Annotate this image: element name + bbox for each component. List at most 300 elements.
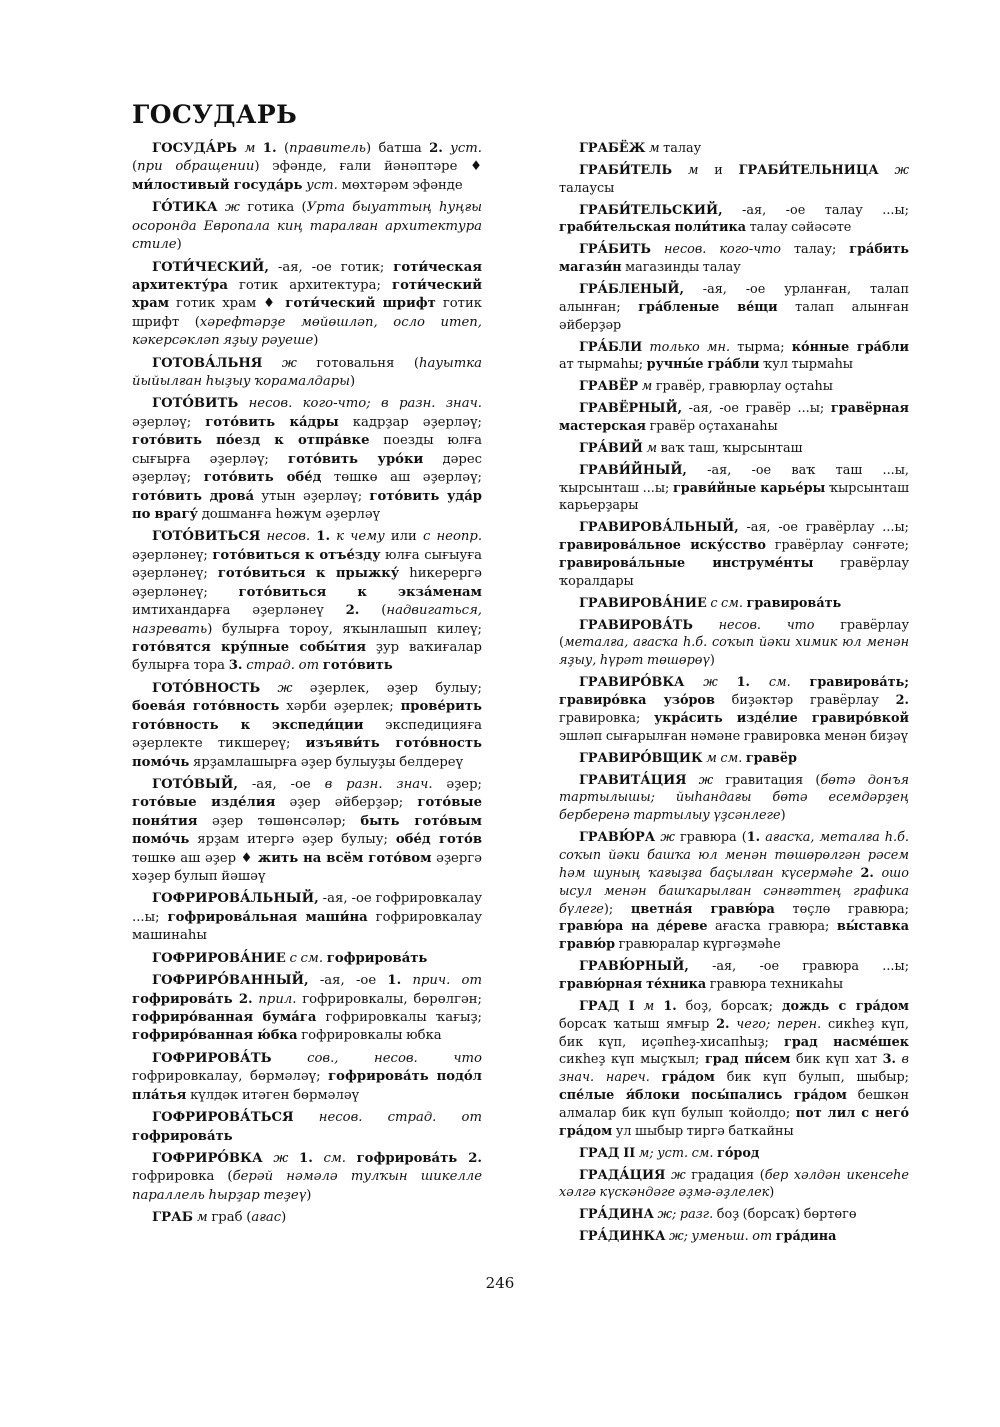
headword: ГОФРИРОВА́ТЬ <box>152 1050 272 1066</box>
translation-text: ) <box>281 1210 287 1226</box>
phrase: гравирова́льное иску́сство <box>559 538 766 554</box>
headword: ГОТО́ВЫЙ, <box>152 776 238 792</box>
translation-text: бик күп булып, шыбыр; <box>714 1070 909 1086</box>
translation-text: экспедицияға әҙерлекте тикшереү; <box>132 717 482 752</box>
phrase: 2. <box>860 865 874 881</box>
translation-text: гравировка; <box>559 710 655 726</box>
dictionary-entry <box>559 462 909 516</box>
translation-text: -ая, -ое талау ...ы; <box>722 202 909 218</box>
phrase: 1. <box>316 529 331 545</box>
translation-text <box>260 681 277 696</box>
grammar-note: ағас <box>251 1210 282 1226</box>
phrase: го́род <box>717 1145 760 1161</box>
dictionary-entry <box>559 829 909 954</box>
phrase: гофрирова́ть подо́л пла́тья <box>132 1069 482 1103</box>
dictionary-entry <box>559 595 909 613</box>
translation-text: утын әҙерләү; <box>254 488 370 504</box>
phrase: граби́тельская поли́тика <box>559 220 746 236</box>
grammar-note: ж <box>281 355 297 371</box>
dictionary-entry <box>132 890 482 945</box>
translation-text: ) эфәнде, ғали йәнәптәре ♦ <box>254 159 482 175</box>
headword: ГО́ТИКА <box>152 200 218 216</box>
phrase: гра́бить магази́н <box>559 242 909 276</box>
dictionary-entry <box>132 972 482 1046</box>
translation-text: ярҙам итергә әҙер булыу; <box>189 832 396 848</box>
translation-text: ( <box>359 603 387 619</box>
translation-text: и <box>698 162 739 178</box>
grammar-note: ж <box>703 675 718 691</box>
translation-text: -ая, -ое урланған, талап алынған; <box>559 282 909 315</box>
dictionary-entry <box>132 1109 482 1146</box>
phrase: 2. <box>716 1016 730 1032</box>
headword: ГРА́БИТЬ <box>579 242 651 258</box>
translation-text <box>288 1151 299 1166</box>
phrase: 1. <box>387 973 402 989</box>
translation-text: эшләп сығарылған нәмәне гравировка менән биҙәү <box>559 728 908 744</box>
grammar-note: м <box>643 998 655 1014</box>
phrase: гофрирова́ть <box>132 1128 233 1144</box>
grammar-note: прил. <box>258 991 297 1007</box>
phrase: гофрирова́ть <box>326 950 428 966</box>
headword: ГОТО́ВИТЬСЯ <box>152 529 261 545</box>
translation-text: магазинды талау <box>621 260 741 276</box>
translation-text: -ая, -ое гравёрлау ...ы; <box>738 520 909 536</box>
translation-text: гравюра техникаһы <box>706 976 844 992</box>
headword: ГРА́БЛИ <box>579 339 643 355</box>
phrase: гото́вить <box>322 658 393 674</box>
phrase: грави́йные карье́ры <box>672 480 826 496</box>
dictionary-entry <box>559 202 909 238</box>
phrase: гравю́ра на де́реве <box>559 919 708 935</box>
translation-text: поезды юлға сығырға әҙерләү; <box>132 433 482 467</box>
translation-text: төшкө аш әҙер ♦ <box>132 850 258 866</box>
phrase: гофриро́ванная ю́бка <box>132 1028 298 1044</box>
translation-text: әҙерләнеү; <box>132 547 213 563</box>
translation-text <box>791 675 810 690</box>
grammar-note: к чему <box>336 529 385 545</box>
translation-text: ) <box>176 237 182 253</box>
translation-text: гофрировка ( <box>132 1169 233 1185</box>
translation-text: талап алынған әйберҙәр <box>559 299 910 333</box>
grammar-note: ж <box>273 1150 289 1166</box>
translation-text: гравёрлау ҡоралдары <box>559 556 909 589</box>
headword: ГРАВЮ́РА <box>579 830 656 846</box>
headword: ГРАВЁР <box>579 379 639 395</box>
grammar-note: несов. что <box>718 617 815 633</box>
headword: ГРАВИТА́ЦИЯ <box>579 772 687 788</box>
dictionary-entry <box>559 1145 909 1163</box>
grammar-note: хәрефтәрҙе мөйөшләп, осло итеп, кәкерсәкләп яҙыу рәуеше <box>132 314 482 349</box>
dictionary-entry <box>559 1228 909 1246</box>
phrase: 1. <box>299 1150 313 1166</box>
headword: ГРАД I <box>579 998 635 1014</box>
translation-text: ) <box>306 1187 312 1203</box>
translation-text: ҙур ваҡиғалар булырға тора <box>132 639 482 674</box>
phrase: готи́ческий храм <box>132 277 482 312</box>
phrase: 1. <box>746 830 761 846</box>
phrase: гравирова́льные инструме́нты <box>559 556 814 572</box>
phrase: гравёрная мастерская <box>559 401 909 435</box>
grammar-note: несов. страд. от <box>318 1110 482 1126</box>
grammar-note: ж; уменьш. от <box>669 1229 773 1245</box>
translation-text: ағасҡа гравюра; <box>707 919 837 935</box>
phrase: гра́бленые ве́щи <box>638 299 778 315</box>
grammar-note: несов. <box>266 529 311 545</box>
grammar-note: металға, ағасҡа һ.б. соҡып йәки химик юл менән яҙыу, һүрәт төшөрөү <box>559 635 909 669</box>
translation-text: ) <box>709 653 715 669</box>
dictionary-entry <box>559 998 909 1141</box>
grammar-note: берәй нәмәлә тулҡын шикелле параллель һырҙар теҙеү <box>132 1169 482 1203</box>
phrase: готи́ческая архитекту́ра <box>132 259 482 293</box>
translation-text: әҙер төшөнсәләр; <box>197 813 361 829</box>
headword: ГРАВЮ́РНЫЙ, <box>579 959 689 975</box>
phrase: пот лил с него́ гра́дом <box>559 1105 909 1139</box>
phrase: 1. <box>736 675 750 691</box>
translation-text: гравёр оҫтаханаһы <box>646 419 778 435</box>
grammar-note: при обращении <box>137 159 255 175</box>
grammar-note: м <box>244 141 256 156</box>
phrase: 2. <box>345 603 360 619</box>
dictionary-entry <box>559 241 909 277</box>
page-title: ГОСУДАРЬ <box>132 100 298 129</box>
translation-text: -ая, -ое готик; <box>268 259 394 275</box>
grammar-note: в знач. нареч. <box>559 1052 909 1086</box>
grammar-note: м; уст. см. <box>638 1145 714 1161</box>
phrase: 2. <box>429 141 443 156</box>
translation-text: гофрировкалау, бөрмәләү; <box>132 1069 329 1085</box>
translation-text: төҫлө гравюра; <box>774 901 909 917</box>
headword: ГРАВИРО́ВКА <box>579 675 685 691</box>
headword: ГОТИ́ЧЕСКИЙ, <box>152 259 269 275</box>
dictionary-entry <box>559 440 909 458</box>
grammar-note: в разн. знач. <box>324 776 433 792</box>
phrase: гото́вить уро́ки <box>288 451 424 467</box>
dictionary-entry <box>132 1050 482 1105</box>
dictionary-entry <box>132 528 482 675</box>
grammar-note: бөтә донъя тартылышы; йыһандағы бөтә есемдәрҙең берберенә тартылыу үҙсәнлеге <box>559 772 909 824</box>
translation-text: әҙерләү; <box>132 414 206 430</box>
phrase: укра́сить изде́лие гравиро́вкой <box>654 710 910 726</box>
translation-text <box>401 973 412 988</box>
headword: ГРАВИРОВА́НИЕ <box>579 595 707 611</box>
phrase: гравёр <box>745 750 797 766</box>
translation-text: сикһеҙ күп, бик күп, иҫәпһеҙ-хисапһыҙ; <box>559 1016 909 1050</box>
translation-text: боҙ (борсаҡ) бөртөгө <box>713 1207 857 1223</box>
translation-text: ярҙамлашырға әҙер булыуҙы белдереү <box>189 754 464 770</box>
translation-text <box>650 1070 662 1085</box>
phrase: ко́нные гра́бли <box>791 339 909 355</box>
dictionary-entry <box>132 950 482 968</box>
translation-text: әҙерлек, әҙер булыу; <box>292 680 482 696</box>
dictionary-entry <box>559 140 909 158</box>
translation-text: юлға сығыуға әҙерләнеү; <box>132 547 482 582</box>
translation-text: -ая, -ое <box>237 776 325 792</box>
phrase: ми́лостивый госуда́рь <box>132 177 303 193</box>
translation-text: әҙер әйберҙәр; <box>275 795 418 811</box>
headword: ГОФРИРОВА́ЛЬНЫЙ, <box>152 891 319 907</box>
headword: ГРАБИ́ТЕЛЬ <box>579 162 673 178</box>
page-number: 246 <box>485 1274 515 1292</box>
translation-text: гравюра ( <box>674 830 747 846</box>
phrase: ГРАБИ́ТЕЛЬНИЦА <box>738 162 879 178</box>
headword: ГРА́БЛЕНЫЙ, <box>579 282 684 298</box>
dictionary-entry <box>559 1206 909 1224</box>
dictionary-entry <box>559 772 909 826</box>
headword: ГОФРИРО́ВАННЫЙ, <box>152 973 309 989</box>
grammar-note: ошо ысул менән башҡарылған сәнғәттең графика бүлеге <box>559 865 909 917</box>
translation-text <box>686 773 698 788</box>
dictionary-entry <box>559 1167 909 1203</box>
translation-text: бешкән алмалар бик күп булып ҡойолдо; <box>559 1088 910 1121</box>
grammar-note: м <box>687 162 699 178</box>
grammar-note: с см. <box>710 595 743 611</box>
grammar-note: ж; разг. <box>657 1207 714 1223</box>
translation-text <box>346 1151 357 1166</box>
headword: ГРАБИ́ТЕЛЬСКИЙ, <box>579 202 723 218</box>
translation-text: гофрировкалы ҡағыҙ; <box>316 1009 483 1025</box>
translation-text <box>313 1151 324 1166</box>
translation-text: градация ( <box>685 1167 765 1183</box>
translation-text: ат тырмаһы; <box>559 357 647 373</box>
phrase: гото́вые поня́тия <box>132 795 482 829</box>
headword: ГРАВЁРНЫЙ, <box>579 401 683 417</box>
grammar-note: Урта быуаттың һуңғы осоронда Европала киң таралған архитектура стиле <box>132 200 482 253</box>
translation-text <box>693 618 719 633</box>
dictionary-entry <box>559 617 909 671</box>
dictionary-entry <box>132 259 482 351</box>
phrase: ручны́е гра́бли <box>646 357 760 373</box>
translation-text <box>879 163 895 178</box>
translation-text: ул шыбыр тиргә баткайны <box>612 1123 794 1139</box>
translation-text: ) булырға тороу, яҡынлашып килеү; <box>207 621 482 637</box>
translation-text: ) <box>769 1185 775 1201</box>
phrase: гофрирова́льная маши́на <box>167 909 368 925</box>
translation-text: ( <box>132 159 138 175</box>
translation-text: гофрировкалау машинаһы <box>132 909 482 944</box>
translation-text: талау сәйәсәте <box>746 220 852 236</box>
translation-text <box>718 675 737 690</box>
dictionary-entry <box>559 958 909 994</box>
grammar-note: ж <box>698 772 714 788</box>
translation-text: гравёр, гравюрлау оҫтаһы <box>652 379 833 395</box>
dictionary-entry <box>132 776 482 887</box>
dictionary-entry <box>132 1209 482 1227</box>
translation-text: кадрҙар әҙерләү; <box>338 414 482 430</box>
translation-text: һикерергә әҙерләнеү; <box>132 566 482 600</box>
translation-text: талаусы <box>559 180 615 196</box>
translation-text <box>654 999 663 1014</box>
dictionary-entry <box>132 680 482 772</box>
grammar-note: ж <box>671 1167 686 1183</box>
phrase: гравиро́вка узо́ров <box>559 693 715 709</box>
dictionary-entry <box>559 339 909 375</box>
translation-text <box>684 675 703 690</box>
translation-text <box>271 1051 307 1066</box>
dictionary-entry <box>559 750 909 768</box>
translation-text <box>262 356 281 371</box>
headword: ГРАБЁЖ <box>579 141 646 156</box>
phrase: гото́вить ка́дры <box>205 414 339 430</box>
phrase: вы́ставка гравю́р <box>559 919 909 953</box>
translation-text: әҙер; <box>432 776 482 792</box>
grammar-note: несов. кого-что; в разн. знач. <box>248 396 482 412</box>
headword: ГРА́ВИЙ <box>579 440 643 456</box>
phrase: град насме́шек <box>784 1034 909 1050</box>
headword: ГОФРИРО́ВКА <box>152 1150 263 1166</box>
headword: ГОТО́ВИТЬ <box>152 396 239 412</box>
phrase: гото́вые изде́лия <box>132 795 276 811</box>
translation-text: боҙ, борсаҡ; <box>676 998 782 1014</box>
phrase: обе́д гото́в <box>395 832 482 848</box>
phrase: жить на всём гото́вом <box>257 850 432 866</box>
headword: ГОТО́ВНОСТЬ <box>152 680 261 696</box>
phrase: 1. <box>262 141 277 156</box>
grammar-note: ж <box>224 200 240 216</box>
grammar-note: ж <box>894 162 909 178</box>
translation-text: -ая, -ое <box>308 973 388 989</box>
dictionary-entry <box>132 140 482 195</box>
translation-text: -ая, -ое гравюра ...ы; <box>688 959 909 975</box>
phrase: быть гото́вым помо́чь <box>132 813 482 848</box>
dictionary-entry <box>559 519 909 590</box>
translation-text: готика ( <box>239 200 307 216</box>
translation-text <box>294 1110 319 1125</box>
translation-text: готик архитектура; <box>227 277 392 293</box>
headword: ГОТОВА́ЛЬНЯ <box>152 355 263 371</box>
translation-text <box>263 1151 274 1166</box>
phrase: гото́вить обе́д <box>203 470 322 486</box>
dictionary-entry <box>559 162 909 198</box>
phrase: боева́я гото́вность <box>132 699 280 715</box>
translation-text: готик храм ♦ <box>169 296 286 312</box>
translation-text: сикһеҙ күп мыҫҡыл; <box>559 1052 705 1068</box>
phrase: гото́вятся кру́пные собы́тия <box>132 639 366 655</box>
grammar-note: һауыткa йыйылған һыҙыу ҡорамалдары <box>132 355 482 390</box>
dictionary-entry <box>132 395 482 524</box>
translation-text <box>672 163 688 178</box>
translation-text <box>750 675 769 690</box>
phrase: гофрирова́ть 2. <box>132 991 253 1007</box>
headword: ГРАД II <box>579 1145 636 1161</box>
headword: ГРА́ДИНКА <box>579 1229 666 1245</box>
headword: ГОСУДА́РЬ <box>152 141 238 156</box>
translation-text <box>635 999 644 1014</box>
translation-text <box>238 396 248 411</box>
translation-text: гравёрлау ( <box>559 617 910 651</box>
grammar-note: м <box>641 379 653 395</box>
phrase: цветна́я гравю́ра <box>630 901 775 917</box>
translation-text <box>255 141 262 156</box>
phrase: изъяви́ть гото́вность помо́чь <box>132 736 482 770</box>
grammar-note: правитель <box>289 141 366 156</box>
translation-text: мөхтәрәм эфәнде <box>337 177 463 193</box>
grammar-note: ж <box>660 830 675 846</box>
translation-text: -ая, -ое гравёр ...ы; <box>682 401 831 417</box>
phrase: дождь с гра́дом <box>781 998 909 1014</box>
phrase: гото́вить уда́р по врагу́ <box>132 488 482 523</box>
phrase: прове́рить гото́вность к экспеди́ции <box>132 699 482 733</box>
grammar-note: с см. <box>289 950 324 966</box>
phrase: град пи́сем <box>704 1052 791 1068</box>
translation-text: готик шрифт ( <box>132 296 483 330</box>
translation-text: гравитация ( <box>713 772 821 788</box>
headword: ГРАБ <box>152 1210 194 1226</box>
grammar-note: надвигаться, назревать <box>132 603 482 637</box>
headword: ГРА́ДИНА <box>579 1207 654 1223</box>
dictionary-entry <box>559 281 909 335</box>
phrase: гото́вить дрова́ <box>132 488 255 504</box>
translation-text: ) <box>780 808 786 824</box>
phrase: гравирова́ть; <box>809 675 909 691</box>
translation-text: дәрес әҙерләү; <box>132 451 483 486</box>
headword: ГРАВИРОВА́ЛЬНЫЙ, <box>579 520 739 536</box>
translation-text: ) <box>313 333 319 349</box>
phrase: 2. <box>895 693 909 709</box>
headword: ГРАДА́ЦИЯ <box>579 1167 666 1183</box>
grammar-note: см. <box>768 675 791 691</box>
translation-text: дошманға һөжүм әҙерләү <box>198 507 381 523</box>
dictionary-entry <box>132 1150 482 1205</box>
translation-text: или <box>384 529 423 545</box>
grammar-note: уст. <box>450 141 482 156</box>
headword: ГРАВИРО́ВЩИК <box>579 750 703 766</box>
translation-text <box>218 200 225 215</box>
dictionary-entry <box>559 378 909 396</box>
translation-text: тырма; <box>730 339 792 355</box>
translation-text: ); <box>603 901 631 917</box>
translation-text: ҡырсынташ карьерҙары <box>559 480 909 514</box>
grammar-note: м <box>648 141 660 156</box>
translation-text: граб ( <box>207 1210 252 1226</box>
translation-text: төшкө аш әҙерләү; <box>321 470 482 486</box>
translation-text: ) <box>349 374 356 390</box>
phrase: готи́ческий шрифт <box>285 296 436 312</box>
phrase: гото́виться к экза́менам <box>238 584 482 600</box>
translation-text: -ая, -ое гофрировкалау ...ы; <box>132 891 482 925</box>
phrase: гото́виться к отъе́зду <box>212 547 381 563</box>
grammar-note: сов., несов. что <box>307 1050 482 1066</box>
left-column <box>132 140 482 1232</box>
grammar-note: ж <box>277 680 293 696</box>
grammar-note: прич. от <box>412 973 482 989</box>
translation-text: талау; <box>781 242 850 258</box>
grammar-note: только мн. <box>649 339 731 355</box>
grammar-note: уст. <box>306 177 338 193</box>
headword: ГОФРИРОВА́НИЕ <box>152 950 286 966</box>
headword: ГРАВИ́ЙНЫЙ, <box>579 462 687 478</box>
translation-text: ( <box>276 141 290 156</box>
grammar-note: страд. от <box>246 658 320 674</box>
translation-text: ) батша <box>365 141 430 156</box>
grammar-note: бер хәлдән икенсеһе хәлгә күскәндәге әҙмә-әҙлелек <box>559 1167 909 1201</box>
grammar-note: ағасҡа, металға һ.б. соҡып йәки башҡа юл менән төшөрөлгән рәсем һәм шуның ҡағыҙға баҫылған күсермәһе <box>559 830 909 881</box>
dictionary-entry <box>132 355 482 392</box>
translation-text: күлдәк итәген бөрмәләү <box>186 1087 360 1103</box>
translation-text: готовальня ( <box>296 355 419 371</box>
grammar-note: с неопр. <box>422 529 483 545</box>
phrase: гото́виться к прыжку́ <box>217 566 400 582</box>
translation-text: борсаҡ ҡатыш ямғыр <box>559 1016 717 1032</box>
headword: ГОФРИРОВА́ТЬСЯ <box>152 1110 294 1126</box>
translation-text <box>651 242 664 257</box>
grammar-note: м <box>646 440 658 456</box>
phrase: спе́лые я́блоки посы́пались гра́дом <box>559 1088 847 1104</box>
translation-text: гравёрлау сәнғәте; <box>765 538 909 554</box>
phrase: гото́вить по́езд к отпра́вке <box>132 433 370 449</box>
phrase: гравирова́ть <box>746 595 842 611</box>
phrase: гравю́рная те́хника <box>559 976 707 992</box>
phrase: гофрирова́ть 2. <box>356 1150 482 1166</box>
